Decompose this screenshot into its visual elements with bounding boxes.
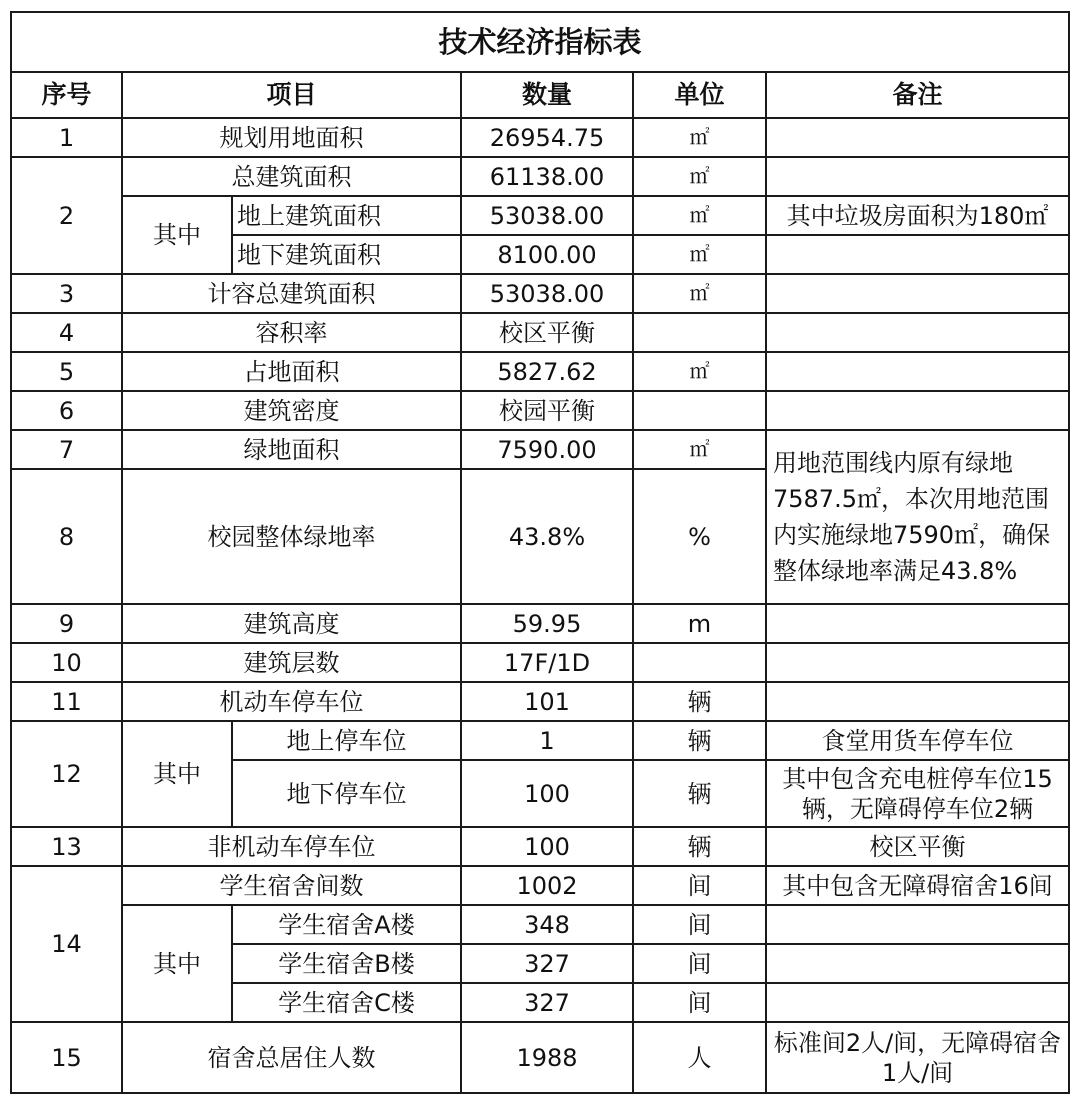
row-item: 非机动车停车位 bbox=[122, 827, 461, 866]
row-item: 占地面积 bbox=[122, 352, 461, 391]
row-unit bbox=[633, 313, 766, 352]
header-row bbox=[11, 72, 1069, 118]
table-row bbox=[11, 196, 1069, 235]
row-note bbox=[766, 118, 1069, 157]
row-item: 建筑密度 bbox=[122, 391, 461, 430]
row-qty: 327 bbox=[461, 983, 633, 1022]
row-qty: 100 bbox=[461, 827, 633, 866]
table-row bbox=[11, 313, 1069, 352]
row-unit: 间 bbox=[633, 905, 766, 944]
row-item: 机动车停车位 bbox=[122, 682, 461, 721]
row-item: 宿舍总居住人数 bbox=[122, 1022, 461, 1093]
row-qty: 61138.00 bbox=[461, 157, 633, 196]
row-note bbox=[766, 274, 1069, 313]
row-unit: % bbox=[633, 469, 766, 604]
row-seq: 8 bbox=[11, 469, 122, 604]
row-item: 学生宿舍C楼 bbox=[232, 983, 461, 1022]
table-row bbox=[11, 118, 1069, 157]
table-row bbox=[11, 682, 1069, 721]
row-seq: 10 bbox=[11, 643, 122, 682]
row-item: 绿地面积 bbox=[122, 430, 461, 469]
row-item: 建筑层数 bbox=[122, 643, 461, 682]
table-row bbox=[11, 866, 1069, 905]
row-qty: 327 bbox=[461, 944, 633, 983]
row-note bbox=[766, 682, 1069, 721]
row-item: 地下停车位 bbox=[232, 760, 461, 827]
header-unit: 单位 bbox=[633, 72, 766, 118]
qizhong-label: 其中 bbox=[122, 905, 232, 1022]
row-unit: ㎡ bbox=[633, 274, 766, 313]
row-seq: 2 bbox=[11, 157, 122, 274]
row-seq: 15 bbox=[11, 1022, 122, 1093]
row-seq: 11 bbox=[11, 682, 122, 721]
row-unit: 辆 bbox=[633, 760, 766, 827]
row-seq: 7 bbox=[11, 430, 122, 469]
row-qty: 1 bbox=[461, 721, 633, 760]
row-qty: 校园平衡 bbox=[461, 391, 633, 430]
header-seq: 序号 bbox=[11, 72, 122, 118]
row-note bbox=[766, 983, 1069, 1022]
header-qty: 数量 bbox=[461, 72, 633, 118]
row-seq: 6 bbox=[11, 391, 122, 430]
row-unit: 人 bbox=[633, 1022, 766, 1093]
row-seq: 12 bbox=[11, 721, 122, 827]
row-qty: 26954.75 bbox=[461, 118, 633, 157]
row-unit: 辆 bbox=[633, 721, 766, 760]
table-row bbox=[11, 1022, 1069, 1093]
row-qty: 8100.00 bbox=[461, 235, 633, 274]
row-qty: 7590.00 bbox=[461, 430, 633, 469]
row-seq: 9 bbox=[11, 604, 122, 643]
header-note: 备注 bbox=[766, 72, 1069, 118]
table-row bbox=[11, 604, 1069, 643]
row-qty: 101 bbox=[461, 682, 633, 721]
row-unit: ㎡ bbox=[633, 235, 766, 274]
row-qty: 5827.62 bbox=[461, 352, 633, 391]
row-seq: 4 bbox=[11, 313, 122, 352]
row-qty: 1002 bbox=[461, 866, 633, 905]
row-seq: 3 bbox=[11, 274, 122, 313]
table-row bbox=[11, 721, 1069, 760]
row-qty: 59.95 bbox=[461, 604, 633, 643]
table-row bbox=[11, 157, 1069, 196]
row-qty: 348 bbox=[461, 905, 633, 944]
table-row bbox=[11, 643, 1069, 682]
row-item: 学生宿舍A楼 bbox=[232, 905, 461, 944]
row-qty: 100 bbox=[461, 760, 633, 827]
row-seq: 14 bbox=[11, 866, 122, 1022]
row-unit: ㎡ bbox=[633, 196, 766, 235]
row-unit: m bbox=[633, 604, 766, 643]
row-item: 校园整体绿地率 bbox=[122, 469, 461, 604]
row-seq: 1 bbox=[11, 118, 122, 157]
row-note: 校区平衡 bbox=[766, 827, 1069, 866]
table-row bbox=[11, 274, 1069, 313]
row-seq: 5 bbox=[11, 352, 122, 391]
header-item: 项目 bbox=[122, 72, 461, 118]
row-qty: 1988 bbox=[461, 1022, 633, 1093]
row-qty: 53038.00 bbox=[461, 196, 633, 235]
row-unit: 间 bbox=[633, 983, 766, 1022]
row-unit: ㎡ bbox=[633, 352, 766, 391]
row-item: 学生宿舍B楼 bbox=[232, 944, 461, 983]
row-qty: 43.8% bbox=[461, 469, 633, 604]
green-note: 用地范围线内原有绿地7587.5㎡，本次用地范围内实施绿地7590㎡，确保整体绿地率满足43.8% bbox=[766, 430, 1069, 604]
table-row bbox=[11, 352, 1069, 391]
row-seq: 13 bbox=[11, 827, 122, 866]
row-note: 食堂用货车停车位 bbox=[766, 721, 1069, 760]
row-note bbox=[766, 157, 1069, 196]
row-item: 地上建筑面积 bbox=[232, 196, 461, 235]
row-note bbox=[766, 905, 1069, 944]
row-item: 规划用地面积 bbox=[122, 118, 461, 157]
row-note bbox=[766, 313, 1069, 352]
row-unit bbox=[633, 643, 766, 682]
row-item: 学生宿舍间数 bbox=[122, 866, 461, 905]
table-title: 技术经济指标表 bbox=[11, 12, 1069, 72]
row-note bbox=[766, 235, 1069, 274]
row-unit: 辆 bbox=[633, 827, 766, 866]
row-note bbox=[766, 391, 1069, 430]
row-unit bbox=[633, 391, 766, 430]
row-qty: 校区平衡 bbox=[461, 313, 633, 352]
row-note bbox=[766, 643, 1069, 682]
qizhong-label: 其中 bbox=[122, 721, 232, 827]
row-note: 其中垃圾房面积为180㎡ bbox=[766, 196, 1069, 235]
row-item: 总建筑面积 bbox=[122, 157, 461, 196]
row-item: 地下建筑面积 bbox=[232, 235, 461, 274]
row-item: 地上停车位 bbox=[232, 721, 461, 760]
row-unit: 间 bbox=[633, 944, 766, 983]
row-item: 建筑高度 bbox=[122, 604, 461, 643]
row-unit: ㎡ bbox=[633, 430, 766, 469]
row-note bbox=[766, 604, 1069, 643]
row-item: 计容总建筑面积 bbox=[122, 274, 461, 313]
row-unit: ㎡ bbox=[633, 118, 766, 157]
table-row bbox=[11, 391, 1069, 430]
row-note: 其中包含充电桩停车位15辆，无障碍停车位2辆 bbox=[766, 760, 1069, 827]
row-qty: 17F/1D bbox=[461, 643, 633, 682]
qizhong-label: 其中 bbox=[122, 196, 232, 274]
row-note: 标准间2人/间，无障碍宿舍1人/间 bbox=[766, 1022, 1069, 1093]
row-qty: 53038.00 bbox=[461, 274, 633, 313]
row-unit: 辆 bbox=[633, 682, 766, 721]
row-item: 容积率 bbox=[122, 313, 461, 352]
row-note bbox=[766, 944, 1069, 983]
table-row bbox=[11, 430, 1069, 469]
row-unit: ㎡ bbox=[633, 157, 766, 196]
tech-economic-table bbox=[10, 11, 1070, 1094]
row-unit: 间 bbox=[633, 866, 766, 905]
table-row bbox=[11, 827, 1069, 866]
table-row bbox=[11, 905, 1069, 944]
row-note: 其中包含无障碍宿舍16间 bbox=[766, 866, 1069, 905]
row-note bbox=[766, 352, 1069, 391]
